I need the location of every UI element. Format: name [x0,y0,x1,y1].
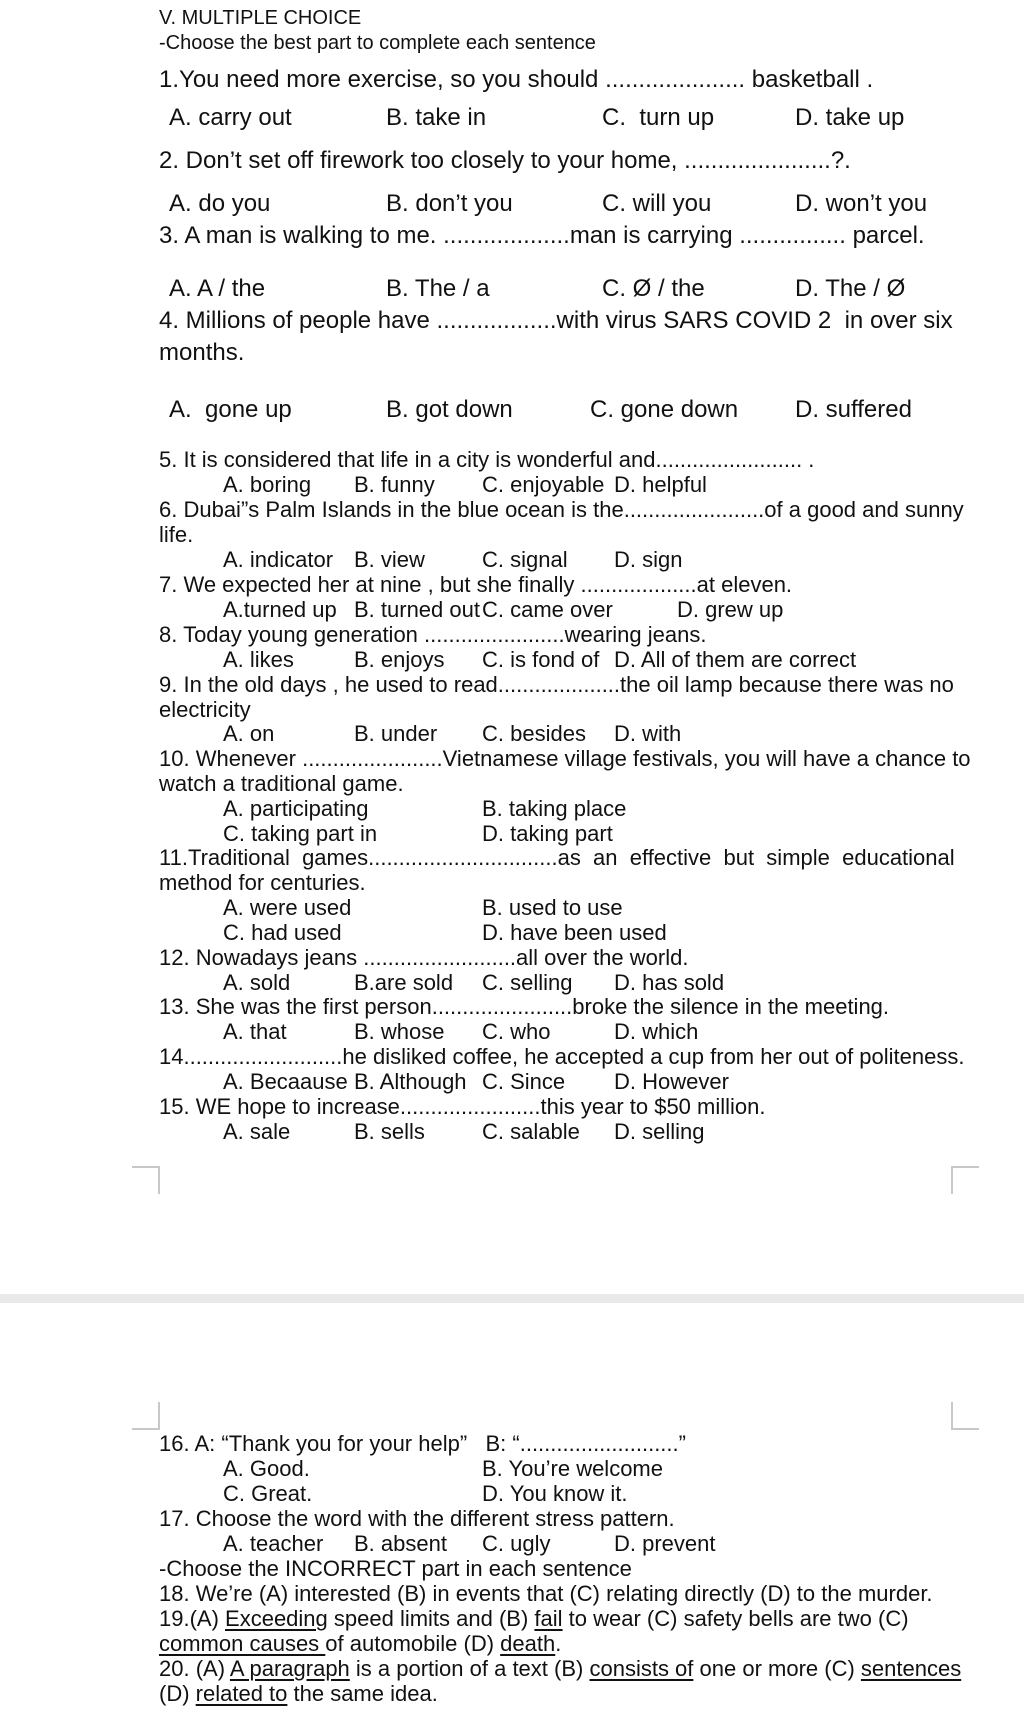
q15-option-a[interactable]: A. sale [223,1119,291,1144]
page-corner-mark [951,1166,979,1194]
q14-option-b[interactable]: B. Although [354,1069,467,1094]
question-12: 12. Nowadays jeans .........................all over the world. [159,945,689,970]
question-4-cont: months. [159,339,245,366]
q6-option-a[interactable]: A. indicator [223,547,334,572]
q11-option-c[interactable]: C. had used [223,920,342,945]
q4-option-a[interactable]: A. gone up [169,396,292,423]
q5-option-a[interactable]: A. boring [223,472,312,497]
question-20-cont: (D) related to the same idea. [159,1681,438,1706]
question-14: 14..........................he disliked coffee, he accepted a cup from her out of politeness. [159,1044,965,1069]
q6-option-c[interactable]: C. signal [482,547,568,572]
section-instruction: -Choose the best part to complete each sentence [159,32,596,54]
q11-option-d[interactable]: D. have been used [482,920,667,945]
q16-option-a[interactable]: A. Good. [223,1456,310,1481]
question-4: 4. Millions of people have ..................with virus SARS COVID 2 in over six [159,307,953,334]
q12-option-a[interactable]: A. sold [223,970,291,995]
q9-option-c[interactable]: C. besides [482,721,586,746]
q13-option-a[interactable]: A. that [223,1019,287,1044]
q3-option-a[interactable]: A. A / the [169,275,266,302]
q1-option-b[interactable]: B. take in [386,104,487,131]
q1-option-a[interactable]: A. carry out [169,104,292,131]
page-separator [0,1294,1024,1303]
page-corner-mark [132,1166,160,1194]
q3-option-b[interactable]: B. The / a [386,275,490,302]
q14-option-a[interactable]: A. Becaause [223,1069,348,1094]
q11-option-b[interactable]: B. used to use [482,895,623,920]
question-6: 6. Dubai”s Palm Islands in the blue ocean is the.......................of a good and sunny [159,497,964,522]
q1-option-d[interactable]: D. take up [795,104,905,131]
question-9: 9. In the old days , he used to read....................the oil lamp because there was no [159,672,954,697]
q15-option-c[interactable]: C. salable [482,1119,580,1144]
page-corner-mark [132,1402,160,1430]
q16-option-b[interactable]: B. You’re welcome [482,1456,663,1481]
q16-option-c[interactable]: C. Great. [223,1481,313,1506]
q17-option-c[interactable]: C. ugly [482,1531,551,1556]
question-9-cont: electricity [159,697,251,722]
q13-option-c[interactable]: C. who [482,1019,551,1044]
question-3: 3. A man is walking to me. ...................man is carrying ................ parcel. [159,222,925,249]
q10-option-d[interactable]: D. taking part [482,821,613,846]
question-6-cont: life. [159,522,194,547]
question-19-cont: common causes of automobile (D) death. [159,1631,562,1656]
q4-option-c[interactable]: C. gone down [590,396,739,423]
q5-option-c[interactable]: C. enjoyable [482,472,605,497]
q4-option-d[interactable]: D. suffered [795,396,912,423]
q2-option-c[interactable]: C. will you [602,190,712,217]
q17-option-b[interactable]: B. absent [354,1531,447,1556]
q8-option-d[interactable]: D. All of them are correct [614,647,857,672]
page-corner-mark [951,1402,979,1430]
question-10-cont: watch a traditional game. [159,771,404,796]
question-17: 17. Choose the word with the different stress pattern. [159,1506,675,1531]
question-11: 11.Traditional games...............................as an effective but simple educational [159,845,955,870]
question-18: 18. We’re (A) interested (B) in events that (C) relating directly (D) to the murder. [159,1581,933,1606]
q9-option-b[interactable]: B. under [354,721,438,746]
q10-option-c[interactable]: C. taking part in [223,821,378,846]
question-11-cont: method for centuries. [159,870,366,895]
q10-option-a[interactable]: A. participating [223,796,369,821]
q7-option-d[interactable]: D. grew up [677,597,784,622]
question-10: 10. Whenever .......................Vietnamese village festivals, you will have a chance to [159,746,971,771]
q13-option-b[interactable]: B. whose [354,1019,445,1044]
question-7: 7. We expected her at nine , but she finally ...................at eleven. [159,572,793,597]
q7-option-c[interactable]: C. came over [482,597,613,622]
question-20: 20. (A) A paragraph is a portion of a text (B) consists of one or more (C) sentences [159,1656,962,1681]
q8-option-b[interactable]: B. enjoys [354,647,445,672]
q3-option-c[interactable]: C. Ø / the [602,275,705,302]
q10-option-b[interactable]: B. taking place [482,796,627,821]
question-13: 13. She was the first person.......................broke the silence in the meeting. [159,994,890,1019]
q6-option-b[interactable]: B. view [354,547,425,572]
section-title: V. MULTIPLE CHOICE [159,7,362,29]
q3-option-d[interactable]: D. The / Ø [795,275,906,302]
q1-option-c[interactable]: C. turn up [602,104,715,131]
question-19: 19.(A) Exceeding speed limits and (B) fail to wear (C) safety bells are two (C) [159,1606,909,1631]
q4-option-b[interactable]: B. got down [386,396,513,423]
q5-option-b[interactable]: B. funny [354,472,435,497]
q2-option-d[interactable]: D. won’t you [795,190,928,217]
section-instruction-incorrect: -Choose the INCORRECT part in each sentence [159,1556,632,1581]
q15-option-d[interactable]: D. selling [614,1119,705,1144]
q14-option-c[interactable]: C. Since [482,1069,566,1094]
q12-option-c[interactable]: C. selling [482,970,573,995]
q14-option-d[interactable]: D. However [614,1069,729,1094]
q17-option-d[interactable]: D. prevent [614,1531,716,1556]
q2-option-a[interactable]: A. do you [169,190,271,217]
q7-option-b[interactable]: B. turned out [354,597,480,622]
question-2: 2. Don’t set off firework too closely to your home, ......................?. [159,147,851,174]
q12-option-b[interactable]: B.are sold [354,970,454,995]
q13-option-d[interactable]: D. which [614,1019,699,1044]
question-1: 1.You need more exercise, so you should ..................... basketball . [159,66,874,93]
q12-option-d[interactable]: D. has sold [614,970,725,995]
q15-option-b[interactable]: B. sells [354,1119,425,1144]
q9-option-d[interactable]: D. with [614,721,682,746]
q16-option-d[interactable]: D. You know it. [482,1481,628,1506]
q8-option-c[interactable]: C. is fond of [482,647,600,672]
question-15: 15. WE hope to increase.......................this year to $50 million. [159,1094,766,1119]
q11-option-a[interactable]: A. were used [223,895,352,920]
question-16: 16. A: “Thank you for your help” B: “..........................” [159,1431,686,1456]
question-8: 8. Today young generation .......................wearing jeans. [159,622,707,647]
q5-option-d[interactable]: D. helpful [614,472,707,497]
question-5: 5. It is considered that life in a city is wonderful and........................ . [159,447,815,472]
q2-option-b[interactable]: B. don’t you [386,190,513,217]
q8-option-a[interactable]: A. likes [223,647,294,672]
q6-option-d[interactable]: D. sign [614,547,683,572]
q7-option-a[interactable]: A.turned up [223,597,337,622]
q17-option-a[interactable]: A. teacher [223,1531,324,1556]
q9-option-a[interactable]: A. on [223,721,275,746]
